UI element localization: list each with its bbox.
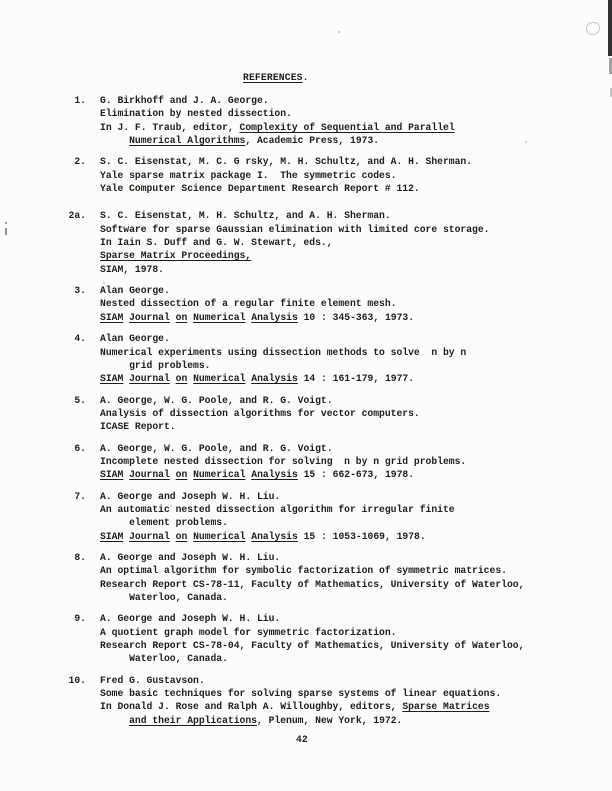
reference-line xyxy=(100,372,568,385)
text-run: A. George and Joseph W. H. Liu. xyxy=(100,490,281,502)
reference-item xyxy=(68,332,568,385)
reference-line xyxy=(100,516,568,529)
reference-number: 2. xyxy=(74,156,86,168)
underlined-text: on xyxy=(175,311,188,323)
underlined-text: Analysis xyxy=(251,530,298,542)
reference-line xyxy=(100,249,568,262)
reference-text xyxy=(100,612,568,665)
text-run: Yale sparse matrix package I. The symmetric codes. xyxy=(100,169,397,181)
reference-line xyxy=(100,94,568,107)
scan-artifact-speck xyxy=(103,282,105,284)
underlined-text: Journal xyxy=(129,469,170,481)
underlined-text: SIAM xyxy=(100,530,124,542)
reference-item xyxy=(68,394,568,434)
reference-number: 8. xyxy=(74,551,86,563)
reference-item xyxy=(68,442,568,482)
underlined-text: Numerical Algorithms xyxy=(129,135,246,147)
reference-line xyxy=(100,209,568,222)
reference-line xyxy=(100,155,568,168)
text-run: A quotient graph model for symmetric factorization. xyxy=(100,626,397,638)
underlined-text: SIAM xyxy=(100,373,124,385)
page-number: 42 xyxy=(296,734,308,745)
reference-line xyxy=(100,551,568,564)
text-run: S. C. Eisenstat, M. C. G rsky, M. H. Schultz, and A. H. Sherman. xyxy=(100,156,473,168)
scan-artifact-smudge xyxy=(586,22,600,35)
text-run: ICASE Report. xyxy=(100,421,176,433)
reference-line xyxy=(100,420,568,433)
scan-artifact-mark xyxy=(5,228,7,235)
underlined-text: on xyxy=(175,530,188,542)
text-run xyxy=(100,715,129,726)
reference-line xyxy=(100,714,568,727)
text-run: Incomplete nested dissection for solving n by n grid problems. xyxy=(100,455,467,467)
text-run: grid problems. xyxy=(100,359,211,371)
text-run: Software for sparse Gaussian elimination with limited core storage. xyxy=(100,223,490,235)
reference-item xyxy=(68,155,568,195)
reference-text xyxy=(100,442,568,482)
reference-line xyxy=(100,311,568,324)
reference-line xyxy=(100,612,568,625)
reference-line xyxy=(100,332,568,345)
reference-item xyxy=(68,94,568,147)
underlined-text: SIAM xyxy=(100,311,124,323)
text-run: Alan George. xyxy=(100,285,170,297)
reference-item xyxy=(68,612,568,665)
text-run: 15 : 662-673, 1978. xyxy=(297,469,415,481)
text-run: A. George and Joseph W. H. Liu. xyxy=(100,613,281,625)
text-run: A. George, W. G. Poole, and R. G. Voigt. xyxy=(100,442,333,454)
text-run: element problems. xyxy=(100,517,228,529)
text-run: Some basic techniques for solving sparse systems of linear equations. xyxy=(100,688,502,700)
text-run: In Iain S. Duff and G. W. Stewart, eds., xyxy=(100,237,333,249)
text-run: Fred G. Gustavson. xyxy=(100,674,205,686)
underlined-text: Numerical xyxy=(193,530,246,542)
text-run: 10 : 345-363, 1973. xyxy=(297,311,415,323)
reference-line xyxy=(100,455,568,468)
reference-text xyxy=(100,332,568,385)
underlined-text: Complexity of Sequential and Parallel xyxy=(239,121,455,133)
reference-line xyxy=(100,652,568,665)
underlined-text: Numerical xyxy=(193,311,246,323)
text-run: , Plenum, New York, 1972. xyxy=(256,714,403,726)
text-run: 14 : 161-179, 1977. xyxy=(297,373,415,385)
reference-line xyxy=(100,297,568,310)
text-run: , Academic Press, 1973. xyxy=(245,135,380,147)
text-run: G. Birkhoff and J. A. George. xyxy=(100,95,269,106)
reference-number: 9. xyxy=(74,613,86,625)
reference-text xyxy=(100,94,568,147)
reference-line xyxy=(100,107,568,120)
reference-line xyxy=(100,121,568,134)
reference-line xyxy=(100,284,568,297)
scan-artifact-edge-streak xyxy=(608,0,612,56)
reference-line xyxy=(100,346,568,359)
underlined-text: REFERENCES xyxy=(243,72,303,83)
reference-line xyxy=(100,591,568,604)
reference-text xyxy=(100,209,568,276)
reference-text xyxy=(100,155,568,195)
page-title xyxy=(243,71,309,84)
reference-text xyxy=(100,674,568,727)
reference-line xyxy=(100,578,568,591)
underlined-text: Sparse Matrix Proceedings, xyxy=(100,250,252,262)
reference-line xyxy=(100,530,568,543)
reference-line xyxy=(100,626,568,639)
reference-line xyxy=(100,407,568,420)
text-run xyxy=(100,135,129,146)
text-run: Yale Computer Science Department Research Report # 112. xyxy=(100,183,420,195)
text-run: An optimal algorithm for symbolic factorization of symmetric matrices. xyxy=(100,565,507,577)
reference-line xyxy=(100,223,568,236)
reference-number: 3. xyxy=(74,285,86,297)
reference-line xyxy=(100,236,568,249)
reference-number: 5. xyxy=(74,394,86,406)
reference-line xyxy=(100,468,568,481)
underlined-text: Journal xyxy=(129,530,170,542)
reference-text xyxy=(100,490,568,543)
text-run: S. C. Eisenstat, M. H. Schultz, and A. H. Sherman. xyxy=(100,210,391,222)
reference-line xyxy=(100,169,568,182)
reference-number: 4. xyxy=(74,333,86,345)
text-run: Elimination by nested dissection. xyxy=(100,108,292,120)
text-run: Research Report CS-78-04, Faculty of Mathematics, University of Waterloo, xyxy=(100,640,525,652)
text-run: A. George and Joseph W. H. Liu. xyxy=(100,551,281,563)
scan-artifact-mark xyxy=(5,222,7,224)
underlined-text: Journal xyxy=(129,311,170,323)
reference-item xyxy=(68,490,568,543)
reference-line xyxy=(100,490,568,503)
scan-artifact-speck xyxy=(338,31,340,33)
text-run: A. George, W. G. Poole, and R. G. Voigt. xyxy=(100,394,333,406)
text-run: Research Report CS-78-11, Faculty of Mathematics, University of Waterloo, xyxy=(100,578,525,590)
underlined-text: on xyxy=(175,373,188,385)
text-run: Waterloo, Canada. xyxy=(100,592,228,603)
underlined-text: Sparse Matrices xyxy=(402,701,490,713)
reference-number: 1. xyxy=(74,95,86,106)
reference-item xyxy=(68,674,568,727)
reference-text xyxy=(100,284,568,324)
underlined-text: Analysis xyxy=(251,469,298,481)
underlined-text: Analysis xyxy=(251,373,298,385)
reference-line xyxy=(100,134,568,147)
reference-number: 10. xyxy=(68,674,86,686)
text-run: Alan George. xyxy=(100,333,170,345)
text-run: Numerical experiments using dissection methods to solve n by n xyxy=(100,346,467,358)
reference-number: 7. xyxy=(74,490,86,502)
reference-number: 2a. xyxy=(68,210,86,222)
text-run: Waterloo, Canada. xyxy=(100,653,228,665)
reference-text xyxy=(100,394,568,434)
reference-line xyxy=(100,182,568,195)
reference-text xyxy=(100,551,568,604)
text-run: SIAM, 1978. xyxy=(100,263,164,275)
reference-item xyxy=(68,209,568,276)
text-run: 15 : 1053-1069, 1978. xyxy=(297,530,426,542)
text-run: In Donald J. Rose and Ralph A. Willoughby, editors, xyxy=(100,701,403,713)
reference-line xyxy=(100,394,568,407)
reference-line xyxy=(100,263,568,276)
text-run: An automatic nested dissection algorithm for irregular finite xyxy=(100,503,455,515)
underlined-text: on xyxy=(175,469,188,481)
reference-line xyxy=(100,442,568,455)
text-run: Analysis of dissection algorithms for vector computers. xyxy=(100,407,420,419)
reference-number: 6. xyxy=(74,442,86,454)
underlined-text: Numerical xyxy=(193,373,246,385)
underlined-text: and their Applications xyxy=(129,714,257,726)
underlined-text: Journal xyxy=(129,373,170,385)
scan-artifact-speck xyxy=(170,505,172,507)
underlined-text: SIAM xyxy=(100,469,124,481)
underlined-text: Analysis xyxy=(251,311,298,323)
text-run: In J. F. Traub, editor, xyxy=(100,121,240,133)
reference-item xyxy=(68,284,568,324)
reference-line xyxy=(100,359,568,372)
reference-line xyxy=(100,674,568,687)
underlined-text: Numerical xyxy=(193,469,246,481)
text-run: . xyxy=(302,72,309,83)
reference-line xyxy=(100,687,568,700)
reference-item xyxy=(68,551,568,604)
reference-line xyxy=(100,564,568,577)
reference-line xyxy=(100,700,568,713)
references-list xyxy=(68,94,568,735)
scan-artifact-speck xyxy=(525,141,527,143)
reference-line xyxy=(100,639,568,652)
text-run: Nested dissection of a regular finite element mesh. xyxy=(100,298,397,310)
